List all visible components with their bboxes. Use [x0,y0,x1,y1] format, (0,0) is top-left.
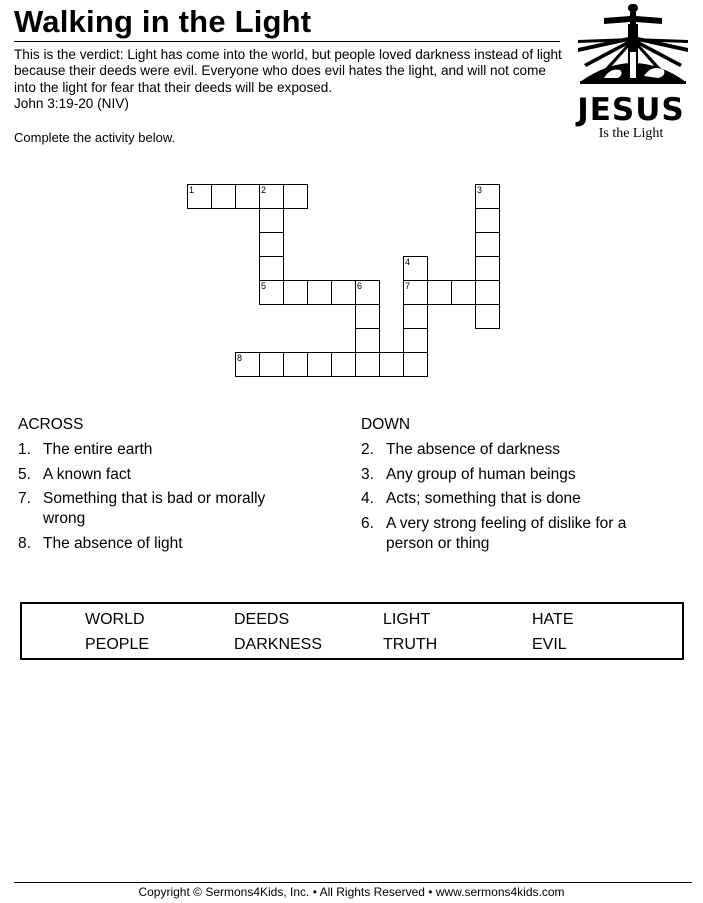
crossword-cell[interactable] [451,280,476,305]
logo-subtitle: Is the Light [598,126,664,141]
crossword-cell[interactable] [259,232,284,257]
word-bank-item: DEEDS [234,611,290,628]
crossword-cell[interactable] [355,352,380,377]
clue-number: 1 [189,185,195,195]
scripture-verse [14,47,562,113]
crossword-cell[interactable] [427,280,452,305]
crossword-cell[interactable] [403,280,428,305]
crossword-cell[interactable] [259,352,284,377]
crossword-cell[interactable] [259,256,284,281]
crossword-cell[interactable] [283,184,308,209]
clue-number: 4 [405,257,411,267]
crossword-cell[interactable] [403,328,428,353]
word-bank-item: PEOPLE [85,636,150,653]
word-bank-item: EVIL [532,636,567,653]
clue-number: 5 [261,281,267,291]
crossword-cell[interactable] [235,352,260,377]
logo-wordmark: JESUS [577,92,685,128]
crossword-cell[interactable] [475,184,500,209]
instructions: Complete the activity below. [14,130,176,145]
crossword-cell[interactable] [355,328,380,353]
word-bank-item: LIGHT [383,611,431,628]
footer-divider [14,882,692,883]
crossword-cell[interactable] [259,184,284,209]
crossword-cell[interactable] [259,208,284,233]
crossword-cell[interactable] [331,280,356,305]
word-bank-item: DARKNESS [234,636,323,653]
crossword-cell[interactable] [379,352,404,377]
crossword-cell[interactable] [283,352,308,377]
verse-reference: John 3:19-20 (NIV) [14,96,129,112]
across-heading: ACROSS [18,416,84,433]
down-heading: DOWN [361,416,411,433]
crossword-cell[interactable] [187,184,212,209]
crossword-cell[interactable] [475,232,500,257]
word-bank-item: TRUTH [383,636,438,653]
crossword-cell[interactable] [403,304,428,329]
title-divider [14,41,560,42]
clue-number: 8 [237,353,243,363]
crossword-cell[interactable] [475,256,500,281]
crossword-cell[interactable] [475,304,500,329]
crossword-cell[interactable] [475,208,500,233]
crossword-cell[interactable] [235,184,260,209]
crossword-cell[interactable] [475,280,500,305]
word-bank [20,602,684,660]
clue-number: 7 [405,281,411,291]
crossword-cell[interactable] [403,352,428,377]
crossword-cell[interactable] [307,280,332,305]
crossword-cell[interactable] [307,352,332,377]
crossword-cell[interactable] [355,280,380,305]
crossword-cell[interactable] [355,304,380,329]
page-title: Walking in the Light [14,4,312,39]
clue-number: 6 [357,281,363,291]
word-bank-item: WORLD [85,611,145,628]
crossword-cell[interactable] [211,184,236,209]
clue-number: 2 [261,185,267,195]
crossword-cell[interactable] [283,280,308,305]
verse-text: This is the verdict: Light has come into the world, but people loved darkness instead of light because their deeds were evil. Everyone who does evil hates the light, and will not come into the light for fear that their deeds will be exposed. [14,47,562,95]
crossword-cell[interactable] [331,352,356,377]
crossword-cell[interactable] [403,256,428,281]
copyright-footer: Copyright © Sermons4Kids, Inc. • All Rights Reserved • www.sermons4kids.com [138,885,565,899]
clue-number: 3 [477,185,483,195]
crossword-cell[interactable] [259,280,284,305]
word-bank-item: HATE [532,611,574,628]
